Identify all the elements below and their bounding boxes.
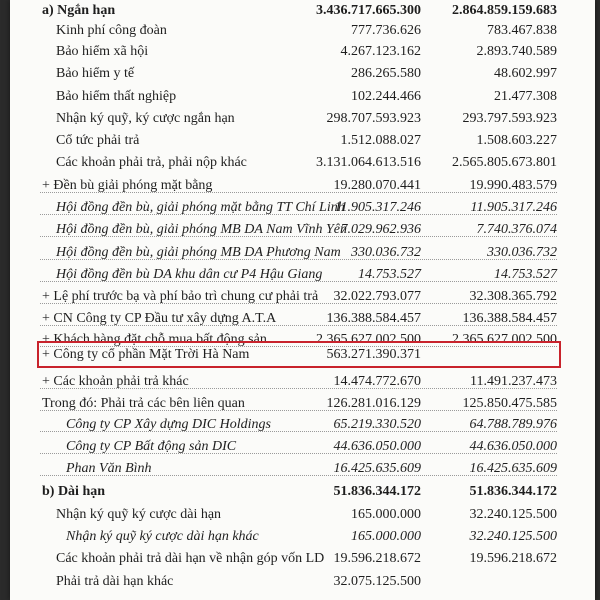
row-label: Nhận ký quỹ ký cược dài hạn	[56, 507, 222, 522]
value-col1: 126.281.016.129	[326, 396, 421, 411]
value-col1: 3.436.717.665.300	[316, 3, 421, 18]
row-label: Trong đó: Phải trả các bên liên quan	[42, 396, 245, 411]
row-label: + Công ty cổ phần Mặt Trời Hà Nam	[42, 347, 250, 362]
table-row	[10, 504, 595, 526]
table-row	[10, 548, 595, 570]
table-row	[10, 130, 595, 152]
value-col2: 2.565.805.673.801	[452, 155, 557, 170]
table-row	[10, 41, 595, 63]
value-col2: 19.990.483.579	[469, 178, 557, 193]
value-col2: 48.602.997	[494, 66, 557, 81]
value-col2: 136.388.584.457	[462, 311, 557, 326]
value-col1: 4.267.123.162	[340, 44, 421, 59]
value-col2: 2.864.859.159.683	[452, 3, 557, 18]
value-col1: 102.244.466	[351, 89, 421, 104]
table-row	[10, 414, 595, 436]
row-label: Công ty CP Bất động sản DIC	[66, 439, 237, 454]
value-col1: 19.596.218.672	[333, 551, 421, 566]
table-row-b-long-term	[10, 481, 595, 503]
table-row	[10, 393, 595, 415]
row-label: + Đền bù giải phóng mặt bằng	[42, 178, 213, 193]
row-label: Hội đồng đền bù, giải phóng mặt bằng TT Chí Linh	[56, 200, 345, 215]
value-col2: 64.788.789.976	[469, 417, 557, 432]
table-row-a-short-term	[10, 0, 595, 22]
table-row	[10, 219, 595, 241]
value-col1: 32.075.125.500	[333, 574, 421, 589]
row-label: + Khách hàng đặt chỗ mua bất động sản	[42, 332, 267, 347]
table-row	[10, 458, 595, 480]
row-label: Hội đồng đền bù DA khu dân cư P4 Hậu Giang	[56, 267, 323, 282]
value-col1: 298.707.593.923	[326, 111, 421, 126]
row-label: Công ty CP Xây dựng DIC Holdings	[66, 417, 271, 432]
value-col2: 11.905.317.246	[470, 200, 557, 215]
value-col2: 16.425.635.609	[469, 461, 557, 476]
value-col1: 14.474.772.670	[333, 374, 421, 389]
table-row	[10, 371, 595, 393]
table-row	[10, 242, 595, 264]
row-label: Hội đồng đền bù, giải phóng MB DA Nam Vĩnh Yên	[56, 222, 348, 237]
value-col1: 3.131.064.613.516	[316, 155, 421, 170]
highlight-box	[37, 341, 561, 368]
table-row	[10, 286, 595, 308]
value-col2: 125.850.475.585	[462, 396, 557, 411]
value-col1: 51.836.344.172	[333, 484, 421, 499]
value-col2: 783.467.838	[487, 23, 557, 38]
row-label: Kinh phí công đoàn	[56, 23, 167, 38]
table-row	[10, 436, 595, 458]
value-col1: 165.000.000	[351, 529, 421, 544]
value-col1: 165.000.000	[351, 507, 421, 522]
row-label: Phan Văn Bình	[66, 461, 152, 476]
table-row	[10, 264, 595, 286]
table-row	[10, 108, 595, 130]
value-col1: 136.388.584.457	[326, 311, 421, 326]
row-label: + Các khoản phải trả khác	[42, 374, 189, 389]
row-label: Bảo hiểm thất nghiệp	[56, 89, 177, 104]
value-col1: 563.271.390.371	[326, 347, 421, 362]
row-label: Phải trả dài hạn khác	[56, 574, 174, 589]
table-row	[10, 152, 595, 174]
table-row	[10, 63, 595, 85]
value-col1: 19.280.070.441	[333, 178, 421, 193]
value-col2: 293.797.593.923	[462, 111, 557, 126]
value-col2: 19.596.218.672	[469, 551, 557, 566]
value-col1: 32.022.793.077	[333, 289, 421, 304]
document-page	[10, 0, 595, 600]
value-col2: 32.240.125.500	[469, 507, 557, 522]
value-col2: 7.740.376.074	[476, 222, 557, 237]
table-row	[10, 571, 595, 593]
value-col1: 65.219.330.520	[333, 417, 421, 432]
value-col1: 16.425.635.609	[333, 461, 421, 476]
value-col2: 32.308.365.792	[469, 289, 557, 304]
row-label: Các khoản phải trả dài hạn về nhận góp vốn LD	[56, 551, 325, 566]
row-label: b) Dài hạn	[42, 484, 106, 499]
value-col2: 32.240.125.500	[469, 529, 557, 544]
row-label: Các khoản phải trả, phải nộp khác	[56, 155, 247, 170]
table-row	[10, 197, 595, 219]
value-col1: 11.905.317.246	[334, 200, 421, 215]
value-col2: 14.753.527	[494, 267, 557, 282]
value-col2: 44.636.050.000	[469, 439, 557, 454]
row-label: a) Ngắn hạn	[42, 3, 116, 18]
value-col1: 286.265.580	[351, 66, 421, 81]
row-label: Nhận ký quỹ, ký cược ngắn hạn	[56, 111, 235, 126]
table-row	[10, 526, 595, 548]
value-col2: 11.491.237.473	[470, 374, 557, 389]
value-col1: 330.036.732	[351, 245, 421, 260]
table-row	[10, 86, 595, 108]
value-col2: 1.508.603.227	[476, 133, 557, 148]
row-label: Hội đồng đền bù, giải phóng MB DA Phương Nam	[56, 245, 341, 260]
table-row	[10, 308, 595, 330]
row-label: Cổ tức phải trả	[56, 133, 140, 148]
row-label: Bảo hiểm xã hội	[56, 44, 149, 59]
value-col2: 2.365.627.002.500	[452, 332, 557, 347]
row-label: Bảo hiểm y tế	[56, 66, 135, 81]
value-col2: 2.893.740.589	[476, 44, 557, 59]
value-col1: 2.365.627.002.500	[316, 332, 421, 347]
value-col1: 1.512.088.027	[340, 133, 421, 148]
value-col1: 14.753.527	[358, 267, 421, 282]
table-row	[10, 20, 595, 42]
value-col2: 21.477.308	[494, 89, 557, 104]
value-col1: 777.736.626	[351, 23, 421, 38]
value-col2: 51.836.344.172	[469, 484, 557, 499]
row-label: Nhận ký quỹ ký cược dài hạn khác	[66, 529, 259, 544]
row-label: + Lệ phí trước bạ và phí bảo trì chung cư phải trả	[42, 289, 319, 304]
value-col1: 44.636.050.000	[333, 439, 421, 454]
value-col2: 330.036.732	[487, 245, 557, 260]
row-label: + CN Công ty CP Đầu tư xây dựng A.T.A	[42, 311, 277, 326]
table-row	[10, 175, 595, 197]
value-col1: 7.029.962.936	[340, 222, 421, 237]
